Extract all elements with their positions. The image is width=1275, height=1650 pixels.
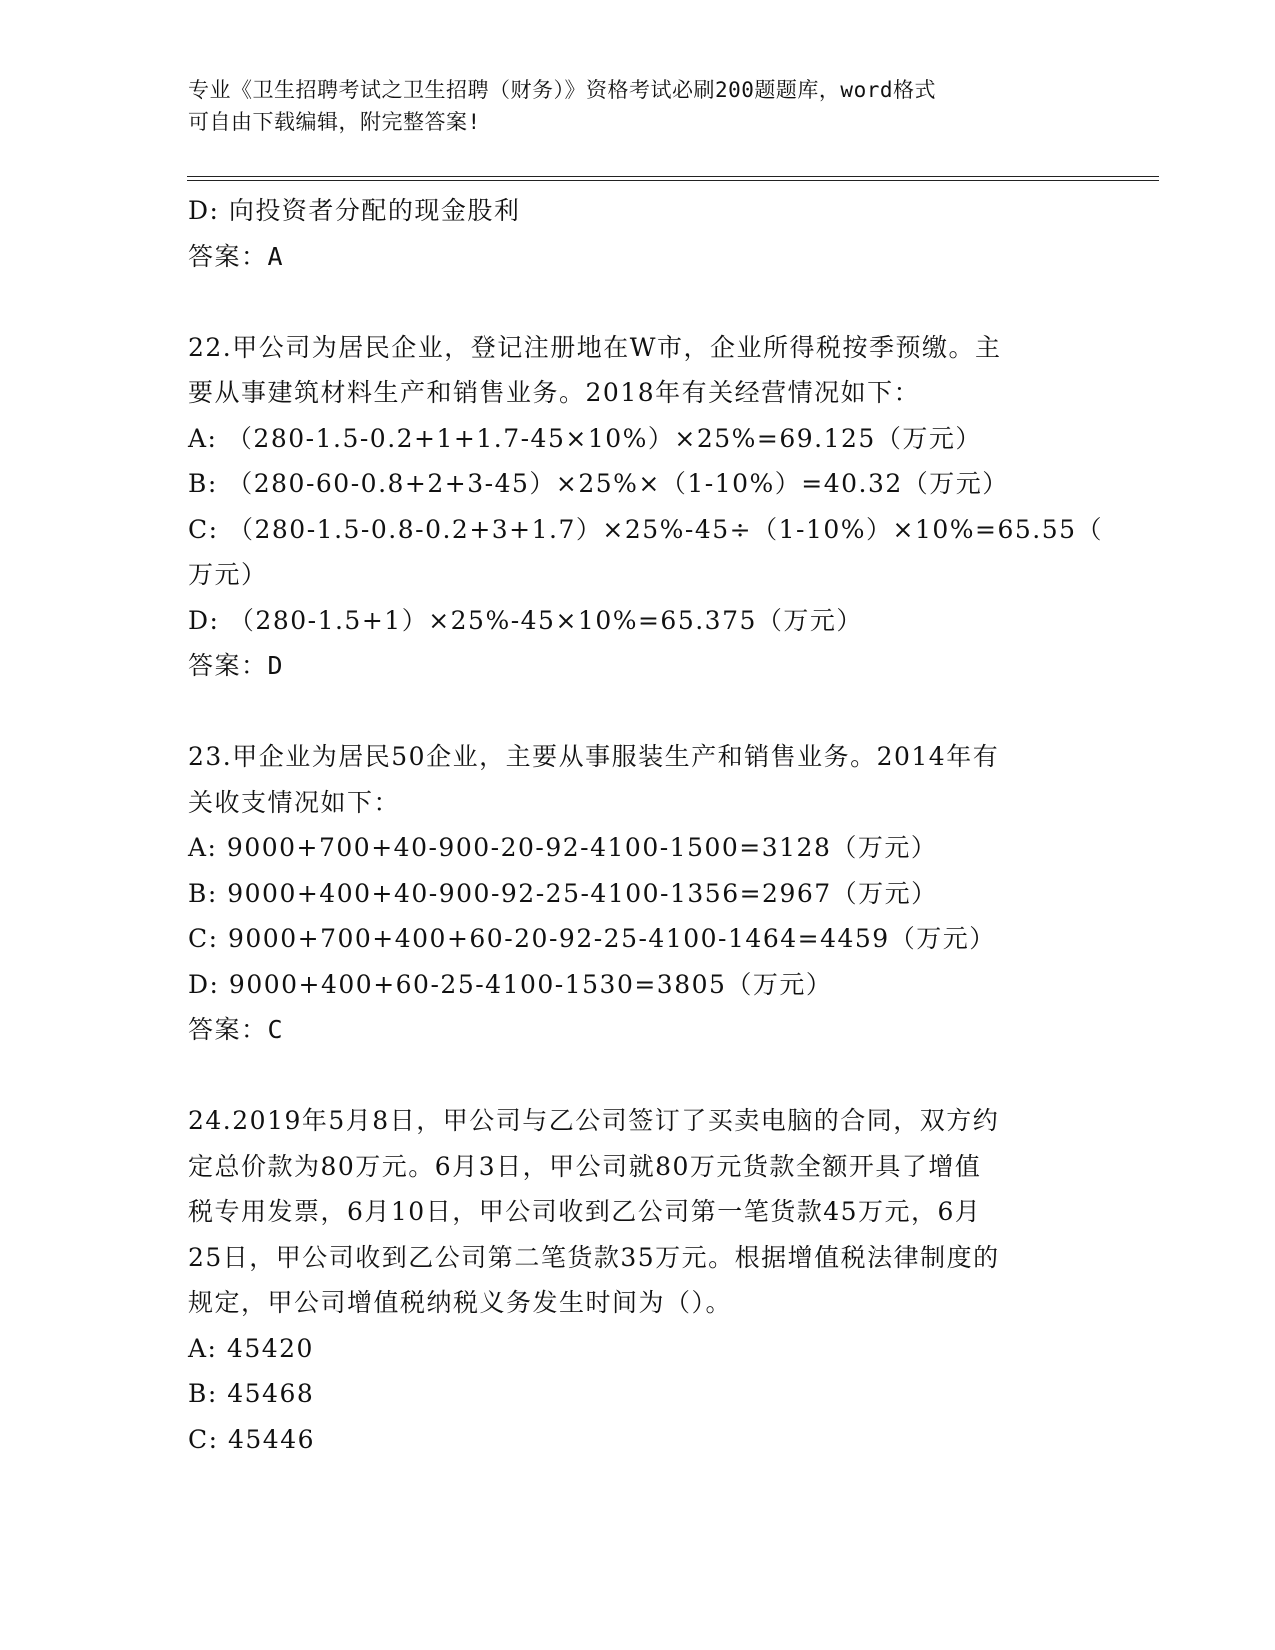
spacer (188, 279, 1088, 325)
question-stem-line: 税专用发票，6月10日，甲公司收到乙公司第一笔货款45万元，6月 (188, 1197, 982, 1226)
answer-line: 答案：D (188, 651, 285, 680)
question-23 (188, 734, 1088, 1053)
question-24 (188, 1098, 1088, 1462)
option-a: A: 9000+700+40-900-20-92-4100-1500=3128（万元） (188, 833, 938, 862)
question-22 (188, 325, 1104, 689)
header-title-line-1: 专业《卫生招聘考试之卫生招聘（财务）》资格考试必刷200题题库，word格式 (188, 78, 936, 102)
question-stem-line: 25日，甲公司收到乙公司第二笔货款35万元。根据增值税法律制度的 (188, 1242, 1000, 1272)
option-c: C: 9000+700+400+60-20-92-25-4100-1464=4459（万元） (188, 924, 996, 953)
answer-line: 答案：C (188, 1015, 285, 1044)
previous-question-tail (188, 188, 1088, 279)
answer-line: 答案：A (188, 241, 285, 271)
option-a: A: （280-1.5-0.2+1+1.7-45×10%）×25%=69.125（万元） (188, 423, 982, 453)
option-c: C: （280-1.5-0.8-0.2+3+1.7）×25%-45÷（1-10%）×10%=65.55（ (188, 514, 1104, 544)
question-stem-line: 24.2019年5月8日，甲公司与乙公司签订了买卖电脑的合同，双方约 (188, 1106, 1000, 1135)
question-stem-line: 要从事建筑材料生产和销售业务。2018年有关经营情况如下： (188, 378, 921, 407)
option-b: B: 9000+400+40-900-92-25-4100-1356=2967（万元） (188, 878, 938, 908)
document-header (188, 74, 1088, 138)
option-c: C: 45446 (188, 1424, 316, 1454)
option-d: D: 向投资者分配的现金股利 (188, 196, 521, 225)
question-stem-line: 22.甲公司为居民企业，登记注册地在W市，企业所得税按季预缴。主 (188, 332, 1002, 362)
spacer (188, 1053, 1088, 1099)
question-stem-line: 规定，甲公司增值税纳税义务发生时间为（）。 (188, 1288, 733, 1317)
option-b: B: 45468 (188, 1379, 315, 1408)
option-d: D: （280-1.5+1）×25%-45×10%=65.375（万元） (188, 605, 863, 635)
option-a: A: 45420 (188, 1333, 314, 1363)
option-c-continued: 万元） (188, 560, 268, 589)
question-stem-line: 23.甲企业为居民50企业，主要从事服装生产和销售业务。2014年有 (188, 742, 1000, 771)
header-title-line-2: 可自由下载编辑，附完整答案! (188, 110, 481, 134)
question-stem-line: 定总价款为80万元。6月3日，甲公司就80万元货款全额开具了增值 (188, 1151, 982, 1181)
question-stem-line: 关收支情况如下： (188, 787, 401, 817)
document-body (188, 188, 1104, 1462)
option-b: B: （280-60-0.8+2+3-45）×25%×（1-10%）=40.32（万元） (188, 469, 1009, 498)
header-divider (187, 176, 1159, 181)
spacer (188, 689, 1088, 735)
option-d: D: 9000+400+60-25-4100-1530=3805（万元） (188, 969, 833, 999)
